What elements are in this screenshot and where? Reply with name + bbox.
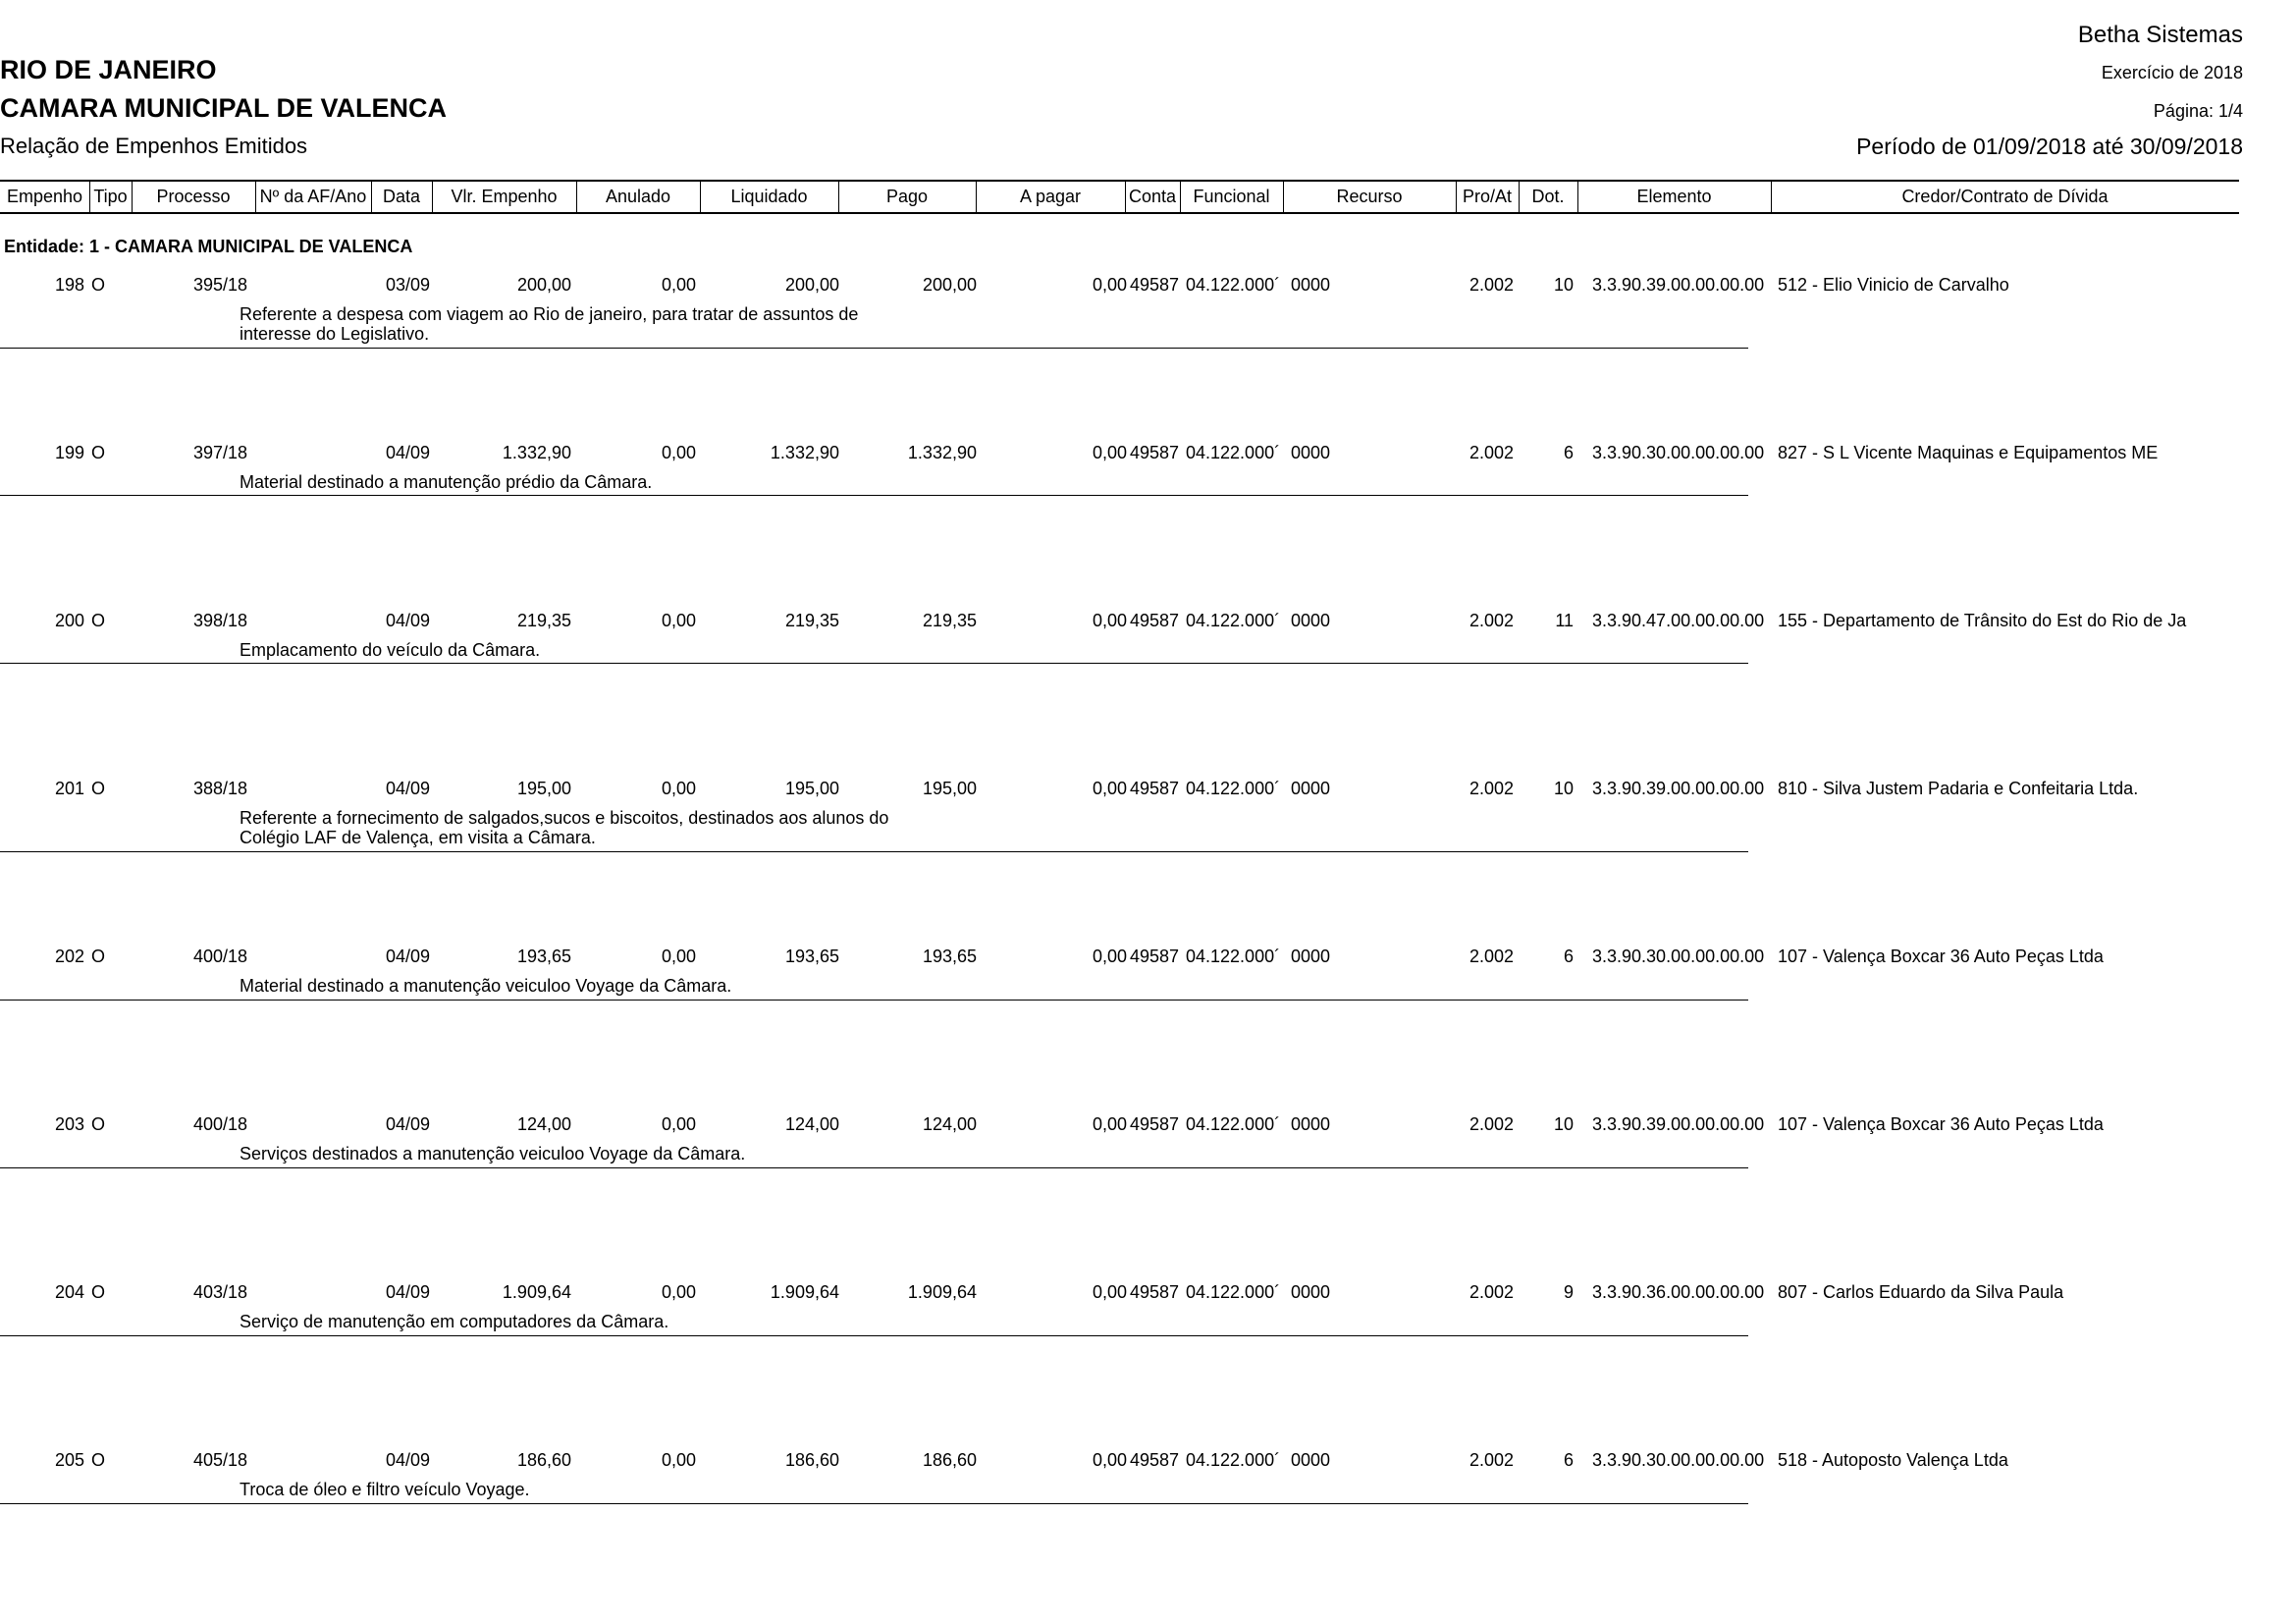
- column-header: Empenho: [6, 187, 83, 206]
- cell-conta: 49587: [1130, 1114, 1180, 1134]
- row-separator: [0, 1503, 1748, 1504]
- cell-anulado: 0,00: [661, 611, 696, 630]
- cell-funcional: 04.122.000´: [1186, 443, 1281, 462]
- cell-credor: 827 - S L Vicente Maquinas e Equipamentos ME: [1778, 443, 2159, 462]
- cell-empenho: 202: [54, 947, 84, 966]
- cell-conta: 49587: [1130, 1450, 1180, 1470]
- cell-anulado: 0,00: [661, 779, 696, 798]
- cell-recurso: 0000: [1291, 1450, 1331, 1470]
- cell-data: 04/09: [386, 611, 431, 630]
- cell-processo: 388/18: [193, 779, 248, 798]
- cell-conta: 49587: [1130, 443, 1180, 462]
- cell-elemento: 3.3.90.30.00.00.00.00: [1592, 947, 1765, 966]
- cell-liquidado: 195,00: [784, 779, 839, 798]
- state-name: RIO DE JANEIRO: [0, 55, 217, 84]
- cell-elemento: 3.3.90.39.00.00.00.00: [1592, 779, 1765, 798]
- company-name: Betha Sistemas: [2077, 22, 2243, 48]
- cell-vlr: 1.909,64: [502, 1282, 571, 1302]
- cell-apagar: 0,00: [1092, 947, 1127, 966]
- cell-vlr: 195,00: [516, 779, 571, 798]
- empenho-description: Material destinado a manutenção veiculoo Voyage da Câmara.: [240, 976, 732, 996]
- cell-proat: 2.002: [1468, 779, 1514, 798]
- column-header: Processo: [156, 187, 231, 206]
- cell-dot: 10: [1553, 1114, 1574, 1134]
- column-divider: [1519, 181, 1520, 212]
- cell-anulado: 0,00: [661, 1114, 696, 1134]
- cell-conta: 49587: [1130, 1282, 1180, 1302]
- cell-recurso: 0000: [1291, 779, 1331, 798]
- cell-liquidado: 124,00: [784, 1114, 839, 1134]
- column-header: Pro/At: [1462, 187, 1513, 206]
- cell-recurso: 0000: [1291, 1282, 1331, 1302]
- cell-pago: 1.909,64: [907, 1282, 977, 1302]
- cell-pago: 219,35: [922, 611, 977, 630]
- cell-apagar: 0,00: [1092, 779, 1127, 798]
- cell-processo: 400/18: [193, 1114, 248, 1134]
- cell-pago: 195,00: [922, 779, 977, 798]
- empenho-description: Emplacamento do veículo da Câmara.: [240, 640, 541, 660]
- cell-liquidado: 1.332,90: [770, 443, 839, 462]
- column-header: Data: [382, 187, 421, 206]
- cell-dot: 6: [1563, 1450, 1574, 1470]
- column-divider: [576, 181, 577, 212]
- cell-elemento: 3.3.90.47.00.00.00.00: [1592, 611, 1765, 630]
- row-separator: [0, 1335, 1748, 1336]
- column-header: Nº da AF/Ano: [259, 187, 367, 206]
- cell-recurso: 0000: [1291, 1114, 1331, 1134]
- exercise-year: Exercício de 2018: [2101, 63, 2243, 82]
- empenho-description: Referente a despesa com viagem ao Rio de janeiro, para tratar de assuntos de interesse do Legislativo.: [240, 304, 859, 344]
- cell-processo: 400/18: [193, 947, 248, 966]
- column-header: Credor/Contrato de Dívida: [1901, 187, 2109, 206]
- row-separator: [0, 663, 1748, 664]
- cell-tipo: O: [91, 779, 106, 798]
- column-divider: [1577, 181, 1578, 212]
- column-divider: [700, 181, 701, 212]
- cell-liquidado: 219,35: [784, 611, 839, 630]
- cell-funcional: 04.122.000´: [1186, 275, 1281, 295]
- cell-data: 04/09: [386, 779, 431, 798]
- cell-recurso: 0000: [1291, 611, 1331, 630]
- column-header: Elemento: [1636, 187, 1712, 206]
- cell-liquidado: 200,00: [784, 275, 839, 295]
- cell-credor: 807 - Carlos Eduardo da Silva Paula: [1778, 1282, 2064, 1302]
- row-separator: [0, 495, 1748, 496]
- cell-tipo: O: [91, 947, 106, 966]
- cell-proat: 2.002: [1468, 275, 1514, 295]
- empenho-description: Serviços destinados a manutenção veiculoo Voyage da Câmara.: [240, 1144, 746, 1163]
- cell-proat: 2.002: [1468, 1114, 1514, 1134]
- empenho-description: Referente a fornecimento de salgados,sucos e biscoitos, destinados aos alunos do Colégio LAF de Valença, em visita a Câmara.: [240, 808, 889, 847]
- cell-vlr: 186,60: [516, 1450, 571, 1470]
- cell-funcional: 04.122.000´: [1186, 611, 1281, 630]
- column-divider: [432, 181, 433, 212]
- column-divider: [1125, 181, 1126, 212]
- cell-proat: 2.002: [1468, 1282, 1514, 1302]
- cell-apagar: 0,00: [1092, 1282, 1127, 1302]
- cell-empenho: 198: [54, 275, 84, 295]
- cell-funcional: 04.122.000´: [1186, 779, 1281, 798]
- cell-funcional: 04.122.000´: [1186, 1114, 1281, 1134]
- cell-pago: 200,00: [922, 275, 977, 295]
- column-header: Anulado: [605, 187, 671, 206]
- cell-credor: 512 - Elio Vinicio de Carvalho: [1778, 275, 2009, 295]
- column-divider: [371, 181, 372, 212]
- cell-vlr: 193,65: [516, 947, 571, 966]
- cell-recurso: 0000: [1291, 947, 1331, 966]
- cell-data: 04/09: [386, 947, 431, 966]
- cell-vlr: 1.332,90: [502, 443, 571, 462]
- column-divider: [1456, 181, 1457, 212]
- cell-data: 04/09: [386, 1114, 431, 1134]
- cell-elemento: 3.3.90.30.00.00.00.00: [1592, 1450, 1765, 1470]
- cell-elemento: 3.3.90.30.00.00.00.00: [1592, 443, 1765, 462]
- report-period: Período de 01/09/2018 até 30/09/2018: [1856, 134, 2243, 159]
- cell-proat: 2.002: [1468, 1450, 1514, 1470]
- cell-dot: 6: [1563, 443, 1574, 462]
- cell-elemento: 3.3.90.36.00.00.00.00: [1592, 1282, 1765, 1302]
- cell-proat: 2.002: [1468, 443, 1514, 462]
- cell-apagar: 0,00: [1092, 443, 1127, 462]
- cell-processo: 405/18: [193, 1450, 248, 1470]
- row-separator: [0, 348, 1748, 349]
- cell-pago: 1.332,90: [907, 443, 977, 462]
- cell-dot: 11: [1555, 611, 1574, 630]
- cell-tipo: O: [91, 443, 106, 462]
- cell-vlr: 124,00: [516, 1114, 571, 1134]
- cell-apagar: 0,00: [1092, 1450, 1127, 1470]
- cell-pago: 124,00: [922, 1114, 977, 1134]
- column-header: Vlr. Empenho: [451, 187, 558, 206]
- cell-anulado: 0,00: [661, 947, 696, 966]
- cell-dot: 6: [1563, 947, 1574, 966]
- cell-dot: 10: [1553, 275, 1574, 295]
- cell-conta: 49587: [1130, 947, 1180, 966]
- cell-data: 03/09: [386, 275, 431, 295]
- column-divider: [255, 181, 256, 212]
- entity-line: Entidade: 1 - CAMARA MUNICIPAL DE VALENCA: [4, 237, 413, 256]
- cell-tipo: O: [91, 1114, 106, 1134]
- empenho-description: Troca de óleo e filtro veículo Voyage.: [240, 1480, 530, 1499]
- row-separator: [0, 1167, 1748, 1168]
- entity-title: CAMARA MUNICIPAL DE VALENCA: [0, 93, 447, 123]
- cell-recurso: 0000: [1291, 275, 1331, 295]
- cell-apagar: 0,00: [1092, 1114, 1127, 1134]
- cell-processo: 398/18: [193, 611, 248, 630]
- cell-processo: 403/18: [193, 1282, 248, 1302]
- cell-empenho: 199: [54, 443, 84, 462]
- cell-empenho: 200: [54, 611, 84, 630]
- cell-funcional: 04.122.000´: [1186, 947, 1281, 966]
- cell-credor: 155 - Departamento de Trânsito do Est do Rio de Ja: [1778, 611, 2187, 630]
- header-bottom-rule: [0, 212, 2239, 214]
- column-header: Tipo: [93, 187, 128, 206]
- column-header: A pagar: [1019, 187, 1082, 206]
- cell-dot: 9: [1563, 1282, 1574, 1302]
- column-divider: [1180, 181, 1181, 212]
- cell-liquidado: 186,60: [784, 1450, 839, 1470]
- cell-credor: 810 - Silva Justem Padaria e Confeitaria Ltda.: [1778, 779, 2139, 798]
- cell-tipo: O: [91, 275, 106, 295]
- cell-credor: 107 - Valença Boxcar 36 Auto Peças Ltda: [1778, 1114, 2104, 1134]
- cell-conta: 49587: [1130, 275, 1180, 295]
- cell-elemento: 3.3.90.39.00.00.00.00: [1592, 1114, 1765, 1134]
- column-header: Pago: [885, 187, 929, 206]
- column-header: Funcional: [1193, 187, 1270, 206]
- column-divider: [838, 181, 839, 212]
- cell-tipo: O: [91, 611, 106, 630]
- cell-liquidado: 193,65: [784, 947, 839, 966]
- cell-anulado: 0,00: [661, 1282, 696, 1302]
- empenho-description: Material destinado a manutenção prédio da Câmara.: [240, 472, 653, 492]
- column-divider: [89, 181, 90, 212]
- row-separator: [0, 1000, 1748, 1001]
- cell-apagar: 0,00: [1092, 275, 1127, 295]
- cell-pago: 186,60: [922, 1450, 977, 1470]
- cell-anulado: 0,00: [661, 1450, 696, 1470]
- column-header: Liquidado: [730, 187, 808, 206]
- column-divider: [976, 181, 977, 212]
- cell-elemento: 3.3.90.39.00.00.00.00: [1592, 275, 1765, 295]
- cell-apagar: 0,00: [1092, 611, 1127, 630]
- row-separator: [0, 851, 1748, 852]
- cell-pago: 193,65: [922, 947, 977, 966]
- cell-empenho: 201: [54, 779, 84, 798]
- cell-conta: 49587: [1130, 611, 1180, 630]
- cell-processo: 397/18: [193, 443, 248, 462]
- column-header: Recurso: [1336, 187, 1403, 206]
- cell-anulado: 0,00: [661, 443, 696, 462]
- report-title: Relação de Empenhos Emitidos: [0, 134, 308, 158]
- cell-credor: 518 - Autoposto Valença Ltda: [1778, 1450, 2008, 1470]
- cell-data: 04/09: [386, 1450, 431, 1470]
- column-divider: [1283, 181, 1284, 212]
- empenho-description: Serviço de manutenção em computadores da Câmara.: [240, 1312, 669, 1331]
- cell-conta: 49587: [1130, 779, 1180, 798]
- page-number: Página: 1/4: [2153, 101, 2243, 121]
- cell-data: 04/09: [386, 1282, 431, 1302]
- cell-proat: 2.002: [1468, 611, 1514, 630]
- cell-vlr: 200,00: [516, 275, 571, 295]
- cell-data: 04/09: [386, 443, 431, 462]
- cell-proat: 2.002: [1468, 947, 1514, 966]
- cell-funcional: 04.122.000´: [1186, 1450, 1281, 1470]
- cell-recurso: 0000: [1291, 443, 1331, 462]
- column-divider: [132, 181, 133, 212]
- cell-tipo: O: [91, 1282, 106, 1302]
- column-header: Dot.: [1531, 187, 1565, 206]
- column-divider: [1771, 181, 1772, 212]
- column-header: Conta: [1128, 187, 1177, 206]
- cell-empenho: 204: [54, 1282, 84, 1302]
- cell-empenho: 205: [54, 1450, 84, 1470]
- cell-processo: 395/18: [193, 275, 248, 295]
- cell-liquidado: 1.909,64: [770, 1282, 839, 1302]
- cell-funcional: 04.122.000´: [1186, 1282, 1281, 1302]
- cell-vlr: 219,35: [516, 611, 571, 630]
- cell-empenho: 203: [54, 1114, 84, 1134]
- cell-tipo: O: [91, 1450, 106, 1470]
- cell-credor: 107 - Valença Boxcar 36 Auto Peças Ltda: [1778, 947, 2104, 966]
- cell-dot: 10: [1553, 779, 1574, 798]
- cell-anulado: 0,00: [661, 275, 696, 295]
